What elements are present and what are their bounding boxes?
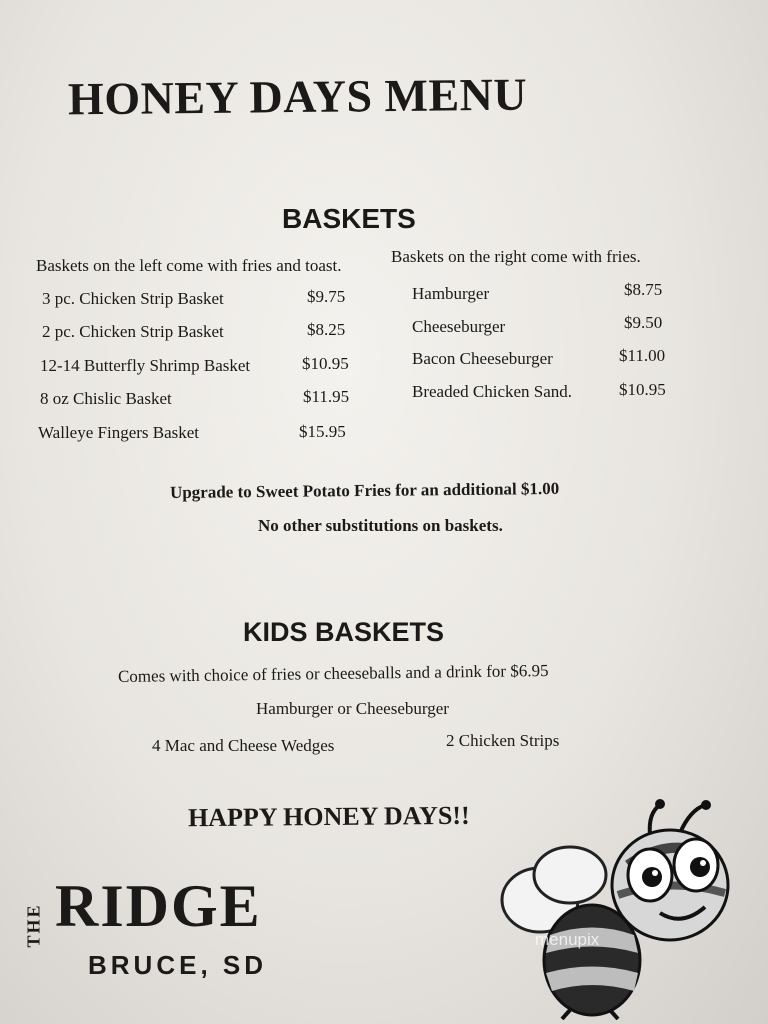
kids-option: Hamburger or Cheeseburger — [256, 699, 449, 718]
watermark: menupix — [535, 930, 600, 949]
basket-item-name: 8 oz Chislic Basket — [40, 389, 172, 408]
basket-item-price: $11.00 — [619, 346, 666, 365]
basket-item-name: Bacon Cheeseburger — [412, 349, 553, 368]
basket-item-price: $10.95 — [619, 380, 666, 399]
basket-item-price: $9.50 — [624, 313, 663, 332]
kids-description: Comes with choice of fries or cheeseballs and a drink for $6.95 — [117, 660, 549, 687]
basket-item-price: $8.25 — [307, 320, 346, 339]
substitution-note: No other substitutions on baskets. — [258, 516, 503, 535]
basket-item-name: 12-14 Butterfly Shrimp Basket — [40, 356, 251, 375]
kids-heading: KIDS BASKETS — [243, 617, 445, 647]
baskets-intro-right: Baskets on the right come with fries. — [391, 247, 641, 266]
baskets-heading: BASKETS — [282, 203, 416, 234]
logo-location: BRUCE, SD — [88, 950, 268, 980]
bee-icon — [500, 795, 760, 1020]
basket-item-price: $15.95 — [299, 422, 346, 441]
logo-name: RIDGE — [55, 873, 262, 939]
baskets-intro-left: Baskets on the left come with fries and toast. — [36, 256, 342, 275]
closing-message: HAPPY HONEY DAYS!! — [187, 800, 470, 833]
upgrade-note: Upgrade to Sweet Potato Fries for an additional $1.00 — [169, 478, 560, 503]
kids-option: 4 Mac and Cheese Wedges — [152, 736, 335, 755]
basket-item-name: Cheeseburger — [412, 317, 506, 336]
basket-item-name: Breaded Chicken Sand. — [412, 382, 573, 401]
basket-item-price: $9.75 — [307, 287, 346, 306]
basket-item-price: $11.95 — [303, 387, 350, 406]
basket-item-name: Walleye Fingers Basket — [38, 423, 200, 442]
logo-the: THE — [23, 903, 44, 948]
basket-item-price: $10.95 — [302, 354, 349, 373]
menu-title: HONEY DAYS MENU — [67, 68, 528, 125]
kids-option: 2 Chicken Strips — [446, 731, 560, 750]
basket-item-price: $8.75 — [624, 280, 663, 299]
basket-item-name: 2 pc. Chicken Strip Basket — [42, 322, 224, 341]
basket-item-name: Hamburger — [412, 284, 490, 303]
basket-item-name: 3 pc. Chicken Strip Basket — [42, 289, 224, 308]
